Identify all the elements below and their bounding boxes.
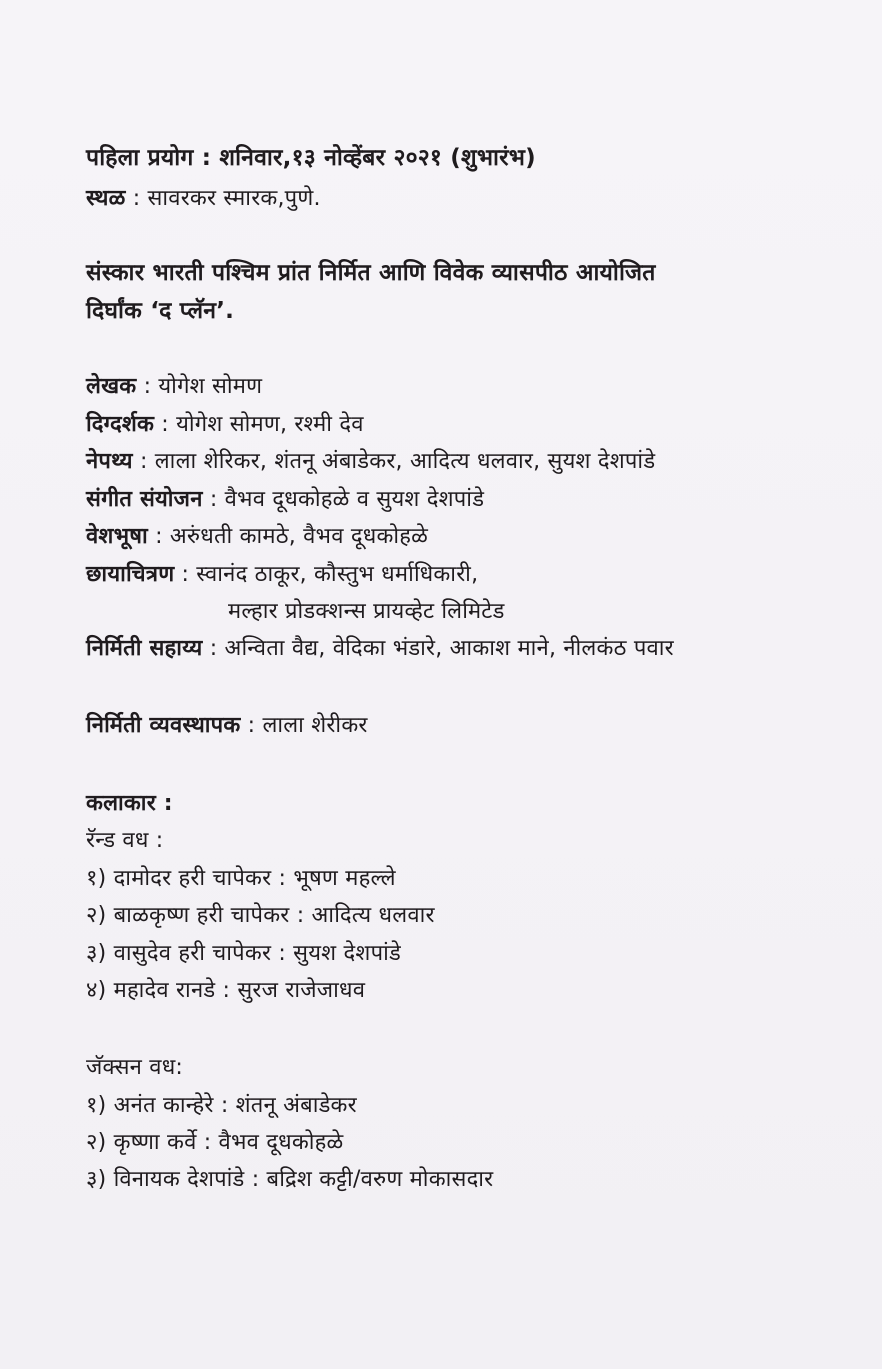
production-manager-value: लाला शेरीकर (262, 713, 368, 738)
premiere-label: पहिला प्रयोग (86, 145, 194, 171)
cast-item: ३) विनायक देशपांडे : बद्रिश कट्टी/वरुण मोकासदार (86, 1167, 494, 1192)
premiere-line (86, 143, 536, 173)
production-manager-line (86, 711, 368, 741)
credit-value: अरुंधती कामठे, वैभव दूधकोहळे (169, 524, 429, 549)
venue-label: स्थळ (86, 186, 126, 211)
production-manager-label: निर्मिती व्यवस्थापक (86, 713, 241, 738)
credit-value: लाला शेरिकर, शंतनू अंबाडेकर, आदित्य धलवार, सुयश देशपांडे (154, 449, 656, 474)
credit-value: योगेश सोमण (158, 374, 263, 399)
cast-item: ३) वासुदेव हरी चापेकर : सुयश देशपांडे (86, 941, 401, 966)
credit-label: नेपथ्य (86, 449, 133, 474)
credit-writer (86, 372, 262, 402)
cast-item: १) अनंत कान्हेरे : शंतनू अंबाडेकर (86, 1093, 357, 1118)
credit-photography (86, 560, 478, 590)
cast-item: ४) महादेव रानडे : सुरज राजेजाधव (86, 978, 366, 1003)
separator: : (136, 374, 159, 399)
credit-photography-continued: मल्हार प्रोडक्शन्स प्रायव्हेट लिमिटेड (228, 599, 505, 624)
separator: : (193, 145, 220, 171)
separator: : (202, 487, 225, 512)
credit-value: वैभव दूधकोहळे व सुयश देशपांडे (224, 487, 485, 512)
credit-value: स्वानंद ठाकूर, कौस्तुभ धर्माधिकारी, (196, 562, 479, 587)
credit-value: अन्विता वैद्य, वेदिका भंडारे, आकाश माने, नीलकंठ पवार (224, 636, 674, 661)
intro-line-2: दिर्घांक ‘द प्लॅन’. (86, 298, 235, 324)
cast-item: २) बाळकृष्ण हरी चापेकर : आदित्य धलवार (86, 903, 435, 928)
credit-production-assistance (86, 634, 674, 664)
separator: : (240, 713, 263, 738)
credit-value: योगेश सोमण, रश्मी देव (176, 412, 364, 437)
credit-label: संगीत संयोजन (86, 487, 203, 512)
group-title-rand: रॅन्ड वध : (86, 828, 164, 853)
cast-item: २) कृष्णा कर्वे : वैभव दूधकोहळे (86, 1130, 344, 1155)
credit-label: छायाचित्रण (86, 562, 175, 587)
intro-line-1: संस्कार भारती पश्चिम प्रांत निर्मित आणि विवेक व्यासपीठ आयोजित (86, 260, 656, 286)
group-title-jackson: जॅक्सन वध: (86, 1055, 184, 1080)
separator: : (125, 186, 148, 211)
separator: : (147, 524, 170, 549)
credit-label: वेशभूषा (86, 524, 148, 549)
credit-director (86, 410, 364, 440)
credit-music (86, 485, 484, 515)
separator: : (154, 412, 177, 437)
separator: : (132, 449, 155, 474)
premiere-value: शनिवार,१३ नोव्हेंबर २०२१ (शुभारंभ) (219, 145, 536, 171)
separator: : (174, 562, 197, 587)
credit-costume (86, 522, 428, 552)
credit-label: लेखक (86, 374, 137, 399)
credit-set-design (86, 447, 655, 477)
artists-heading: कलाकार : (86, 791, 173, 816)
cast-item: १) दामोदर हरी चापेकर : भूषण महल्ले (86, 866, 396, 891)
venue-line (86, 184, 321, 214)
venue-value: सावरकर स्मारक,पुणे. (147, 186, 321, 211)
credit-label: दिग्दर्शक (86, 412, 155, 437)
credit-label: निर्मिती सहाय्य (86, 636, 203, 661)
separator: : (202, 636, 225, 661)
